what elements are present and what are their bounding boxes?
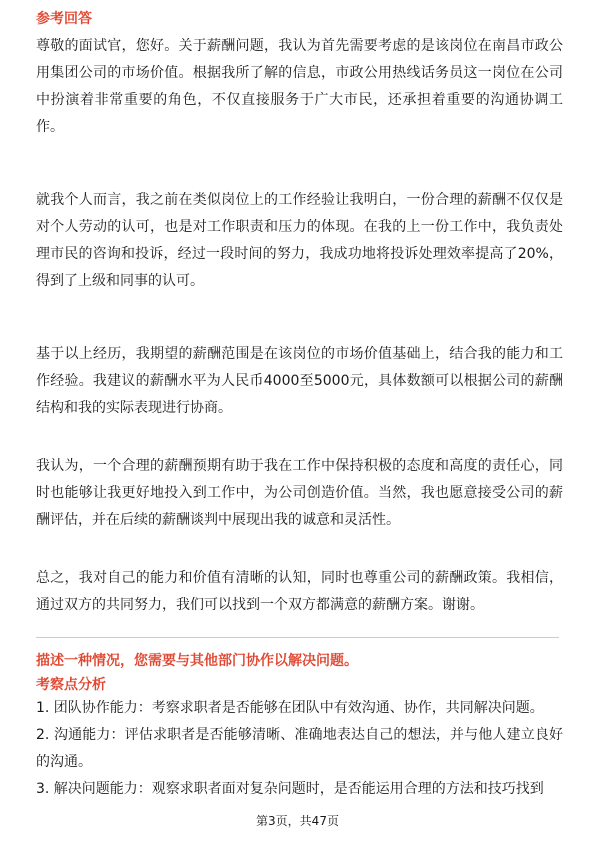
answer-paragraph-5: 总之，我对自己的能力和价值有清晰的认知，同时也尊重公司的薪酬政策。我相信，通过双方的共同努力，我们可以找到一个双方都满意的薪酬方案。谢谢。 [36, 570, 563, 613]
page-indicator: 第3页，共47页 [256, 814, 339, 828]
section-divider [36, 637, 559, 638]
analysis-point-3: 3. 解决问题能力：观察求职者面对复杂问题时，是否能运用合理的方法和技巧找到 [36, 781, 544, 797]
answer-paragraph-1: 尊敬的面试官，您好。关于薪酬问题，我认为首先需要考虑的是该岗位在南昌市政公用集团公司的市场价值。根据我所了解的信息，市政公用热线话务员这一岗位在公司中扮演着非常重要的角色，不仅直接服务于广大市民，还承担着重要的沟通协调工作。 [36, 38, 563, 135]
analysis-points-list [36, 695, 563, 803]
reference-answer-heading: 参考回答 [36, 11, 92, 27]
answer-paragraph-4: 我认为，一个合理的薪酬预期有助于我在工作中保持积极的态度和高度的责任心，同时也能够让我更好地投入到工作中，为公司创造价值。当然，我也愿意接受公司的薪酬评估，并在后续的薪酬谈判中展现出我的诚意和灵活性。 [36, 458, 563, 528]
answer-paragraph-3: 基于以上经历，我期望的薪酬范围是在该岗位的市场价值基础上，结合我的能力和工作经验。我建议的薪酬水平为人民币4000至5000元，具体数额可以根据公司的薪酬结构和我的实际表现进行协商。 [36, 346, 563, 416]
analysis-point-1: 1. 团队协作能力：考察求职者是否能够在团队中有效沟通、协作，共同解决问题。 [36, 700, 544, 716]
analysis-heading: 考察点分析 [36, 677, 106, 693]
question-title: 描述一种情况，您需要与其他部门协作以解决问题。 [36, 653, 358, 669]
answer-paragraph-2: 就我个人而言，我之前在类似岗位上的工作经验让我明白，一份合理的薪酬不仅仅是对个人劳动的认可，也是对工作职责和压力的体现。在我的上一份工作中，我负责处理市民的咨询和投诉，经过一段时间的努力，我成功地将投诉处理效率提高了20%，得到了上级和同事的认可。 [36, 192, 563, 289]
analysis-point-2: 2. 沟通能力：评估求职者是否能够清晰、准确地表达自己的想法，并与他人建立良好的沟通。 [36, 727, 563, 770]
